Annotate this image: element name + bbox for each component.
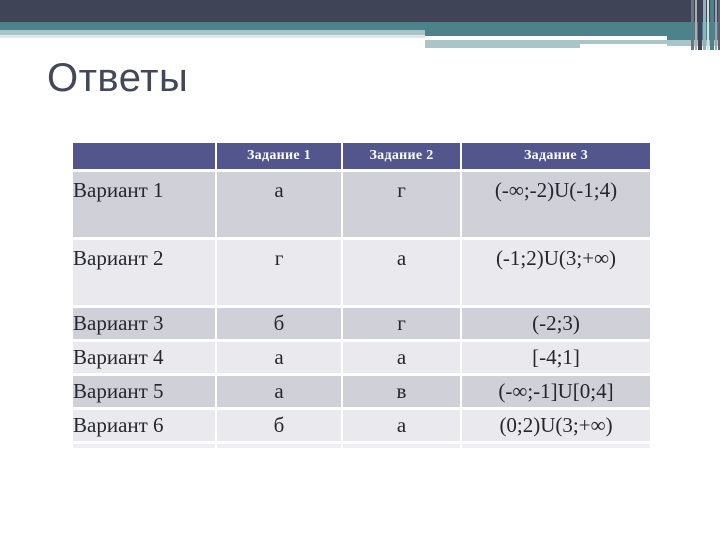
header-row bbox=[73, 143, 652, 172]
header-cell-task2: Задание 2 bbox=[343, 143, 462, 172]
table-row-variant-6 bbox=[73, 410, 652, 444]
table-bottom-sliver-row bbox=[73, 444, 652, 448]
task1-answer: а bbox=[217, 172, 343, 240]
row-label: Вариант 2 bbox=[73, 240, 217, 308]
task3-answer: (-∞;-2)U(-1;4) bbox=[462, 172, 652, 240]
row-label: Вариант 5 bbox=[73, 376, 217, 410]
task2-answer: а bbox=[343, 342, 462, 376]
task3-answer: (0;2)U(3;+∞) bbox=[462, 410, 652, 444]
banner-teal-bar-right bbox=[425, 22, 720, 36]
header-cell-task1: Задание 1 bbox=[217, 143, 343, 172]
task2-answer: г bbox=[343, 308, 462, 342]
task2-answer: а bbox=[343, 240, 462, 308]
row-label: Вариант 6 bbox=[73, 410, 217, 444]
banner-vertical-stripe bbox=[698, 0, 702, 50]
task3-answer: [-4;1] bbox=[462, 342, 652, 376]
slide-title: Ответы bbox=[47, 56, 189, 100]
row-label: Вариант 3 bbox=[73, 308, 217, 342]
banner-vertical-stripe bbox=[707, 0, 709, 50]
banner-light-teal-bar-right bbox=[425, 40, 580, 48]
task1-answer: а bbox=[217, 342, 343, 376]
task2-answer: в bbox=[343, 376, 462, 410]
task2-answer: а bbox=[343, 410, 462, 444]
header-cell-empty bbox=[73, 143, 217, 172]
banner-pale-bar-left bbox=[0, 35, 425, 38]
task3-answer: (-∞;-1]U[0;4] bbox=[462, 376, 652, 410]
answers-table bbox=[73, 143, 652, 448]
banner-vertical-stripe bbox=[710, 0, 714, 50]
banner-vertical-stripe bbox=[691, 0, 694, 50]
banner-teal-bar-left bbox=[0, 22, 425, 30]
row-label: Вариант 1 bbox=[73, 172, 217, 240]
banner-dark-bar bbox=[0, 0, 720, 22]
banner-light-teal-step bbox=[580, 40, 667, 44]
banner-vertical-stripe bbox=[695, 0, 697, 50]
table-row-variant-1 bbox=[73, 172, 652, 240]
task1-answer: б bbox=[217, 410, 343, 444]
table-row-variant-4 bbox=[73, 342, 652, 376]
table-row-variant-3 bbox=[73, 308, 652, 342]
task1-answer: а bbox=[217, 376, 343, 410]
row-label: Вариант 4 bbox=[73, 342, 217, 376]
task1-answer: г bbox=[217, 240, 343, 308]
banner-vertical-stripe bbox=[703, 0, 706, 50]
header-cell-task3: Задание 3 bbox=[462, 143, 652, 172]
table-row-variant-5 bbox=[73, 376, 652, 410]
banner-vertical-stripe bbox=[715, 0, 717, 50]
task3-answer: (-2;3) bbox=[462, 308, 652, 342]
task3-answer: (-1;2)U(3;+∞) bbox=[462, 240, 652, 308]
task1-answer: б bbox=[217, 308, 343, 342]
table-row-variant-2 bbox=[73, 240, 652, 308]
task2-answer: г bbox=[343, 172, 462, 240]
